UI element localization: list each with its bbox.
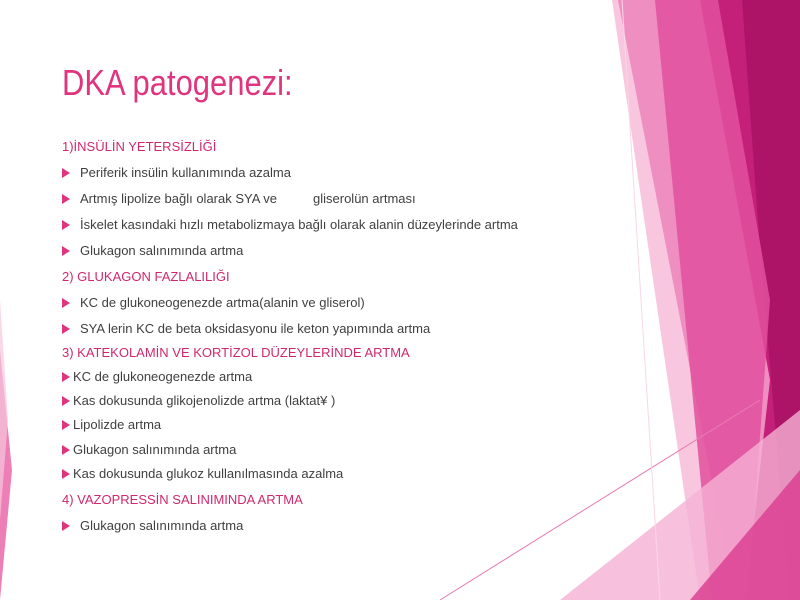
list-item: SYA lerin KC de beta oksidasyonu ile keton yapımında artma (62, 321, 430, 337)
section-heading: 2) GLUKAGON FAZLALILIĞI (62, 269, 230, 284)
list-item: Kas dokusunda glukoz kullanılmasında azalma (62, 466, 343, 482)
bullet-triangle-icon (62, 298, 70, 308)
list-item: Glukagon salınımında artma (62, 518, 243, 534)
list-item: Periferik insülin kullanımında azalma (62, 165, 291, 181)
bullet-triangle-icon (62, 168, 70, 178)
list-item: Glukagon salınımında artma (62, 243, 243, 259)
bullet-triangle-icon (62, 324, 70, 334)
bullet-triangle-icon (62, 220, 70, 230)
section-heading: 3) KATEKOLAMİN VE KORTİZOL DÜZEYLERİNDE ARTMA (62, 345, 410, 360)
bullet-triangle-icon (62, 246, 70, 256)
bullet-triangle-icon (62, 445, 70, 455)
slide-title: DKA patogenezi: (62, 62, 293, 103)
bullet-triangle-icon (62, 396, 70, 406)
list-item: Kas dokusunda glikojenolizde artma (laktat¥ ) (62, 393, 335, 409)
bullet-triangle-icon (62, 194, 70, 204)
list-item: KC de glukoneogenezde artma(alanin ve gliserol) (62, 295, 365, 311)
list-item: Lipolizde artma (62, 417, 161, 433)
list-item: KC de glukoneogenezde artma (62, 369, 252, 385)
bullet-triangle-icon (62, 521, 70, 531)
section-heading: 1)İNSÜLİN YETERSİZLİĞİ (62, 139, 217, 154)
list-item: Artmış lipolize bağlı olarak SYA ve gliserolün artması (62, 191, 416, 207)
bullet-triangle-icon (62, 469, 70, 479)
section-heading: 4) VAZOPRESSİN SALINIMINDA ARTMA (62, 492, 303, 507)
bullet-triangle-icon (62, 420, 70, 430)
bullet-triangle-icon (62, 372, 70, 382)
list-item: İskelet kasındaki hızlı metabolizmaya bağlı olarak alanin düzeylerinde artma (62, 217, 518, 233)
list-item: Glukagon salınımında artma (62, 442, 236, 458)
